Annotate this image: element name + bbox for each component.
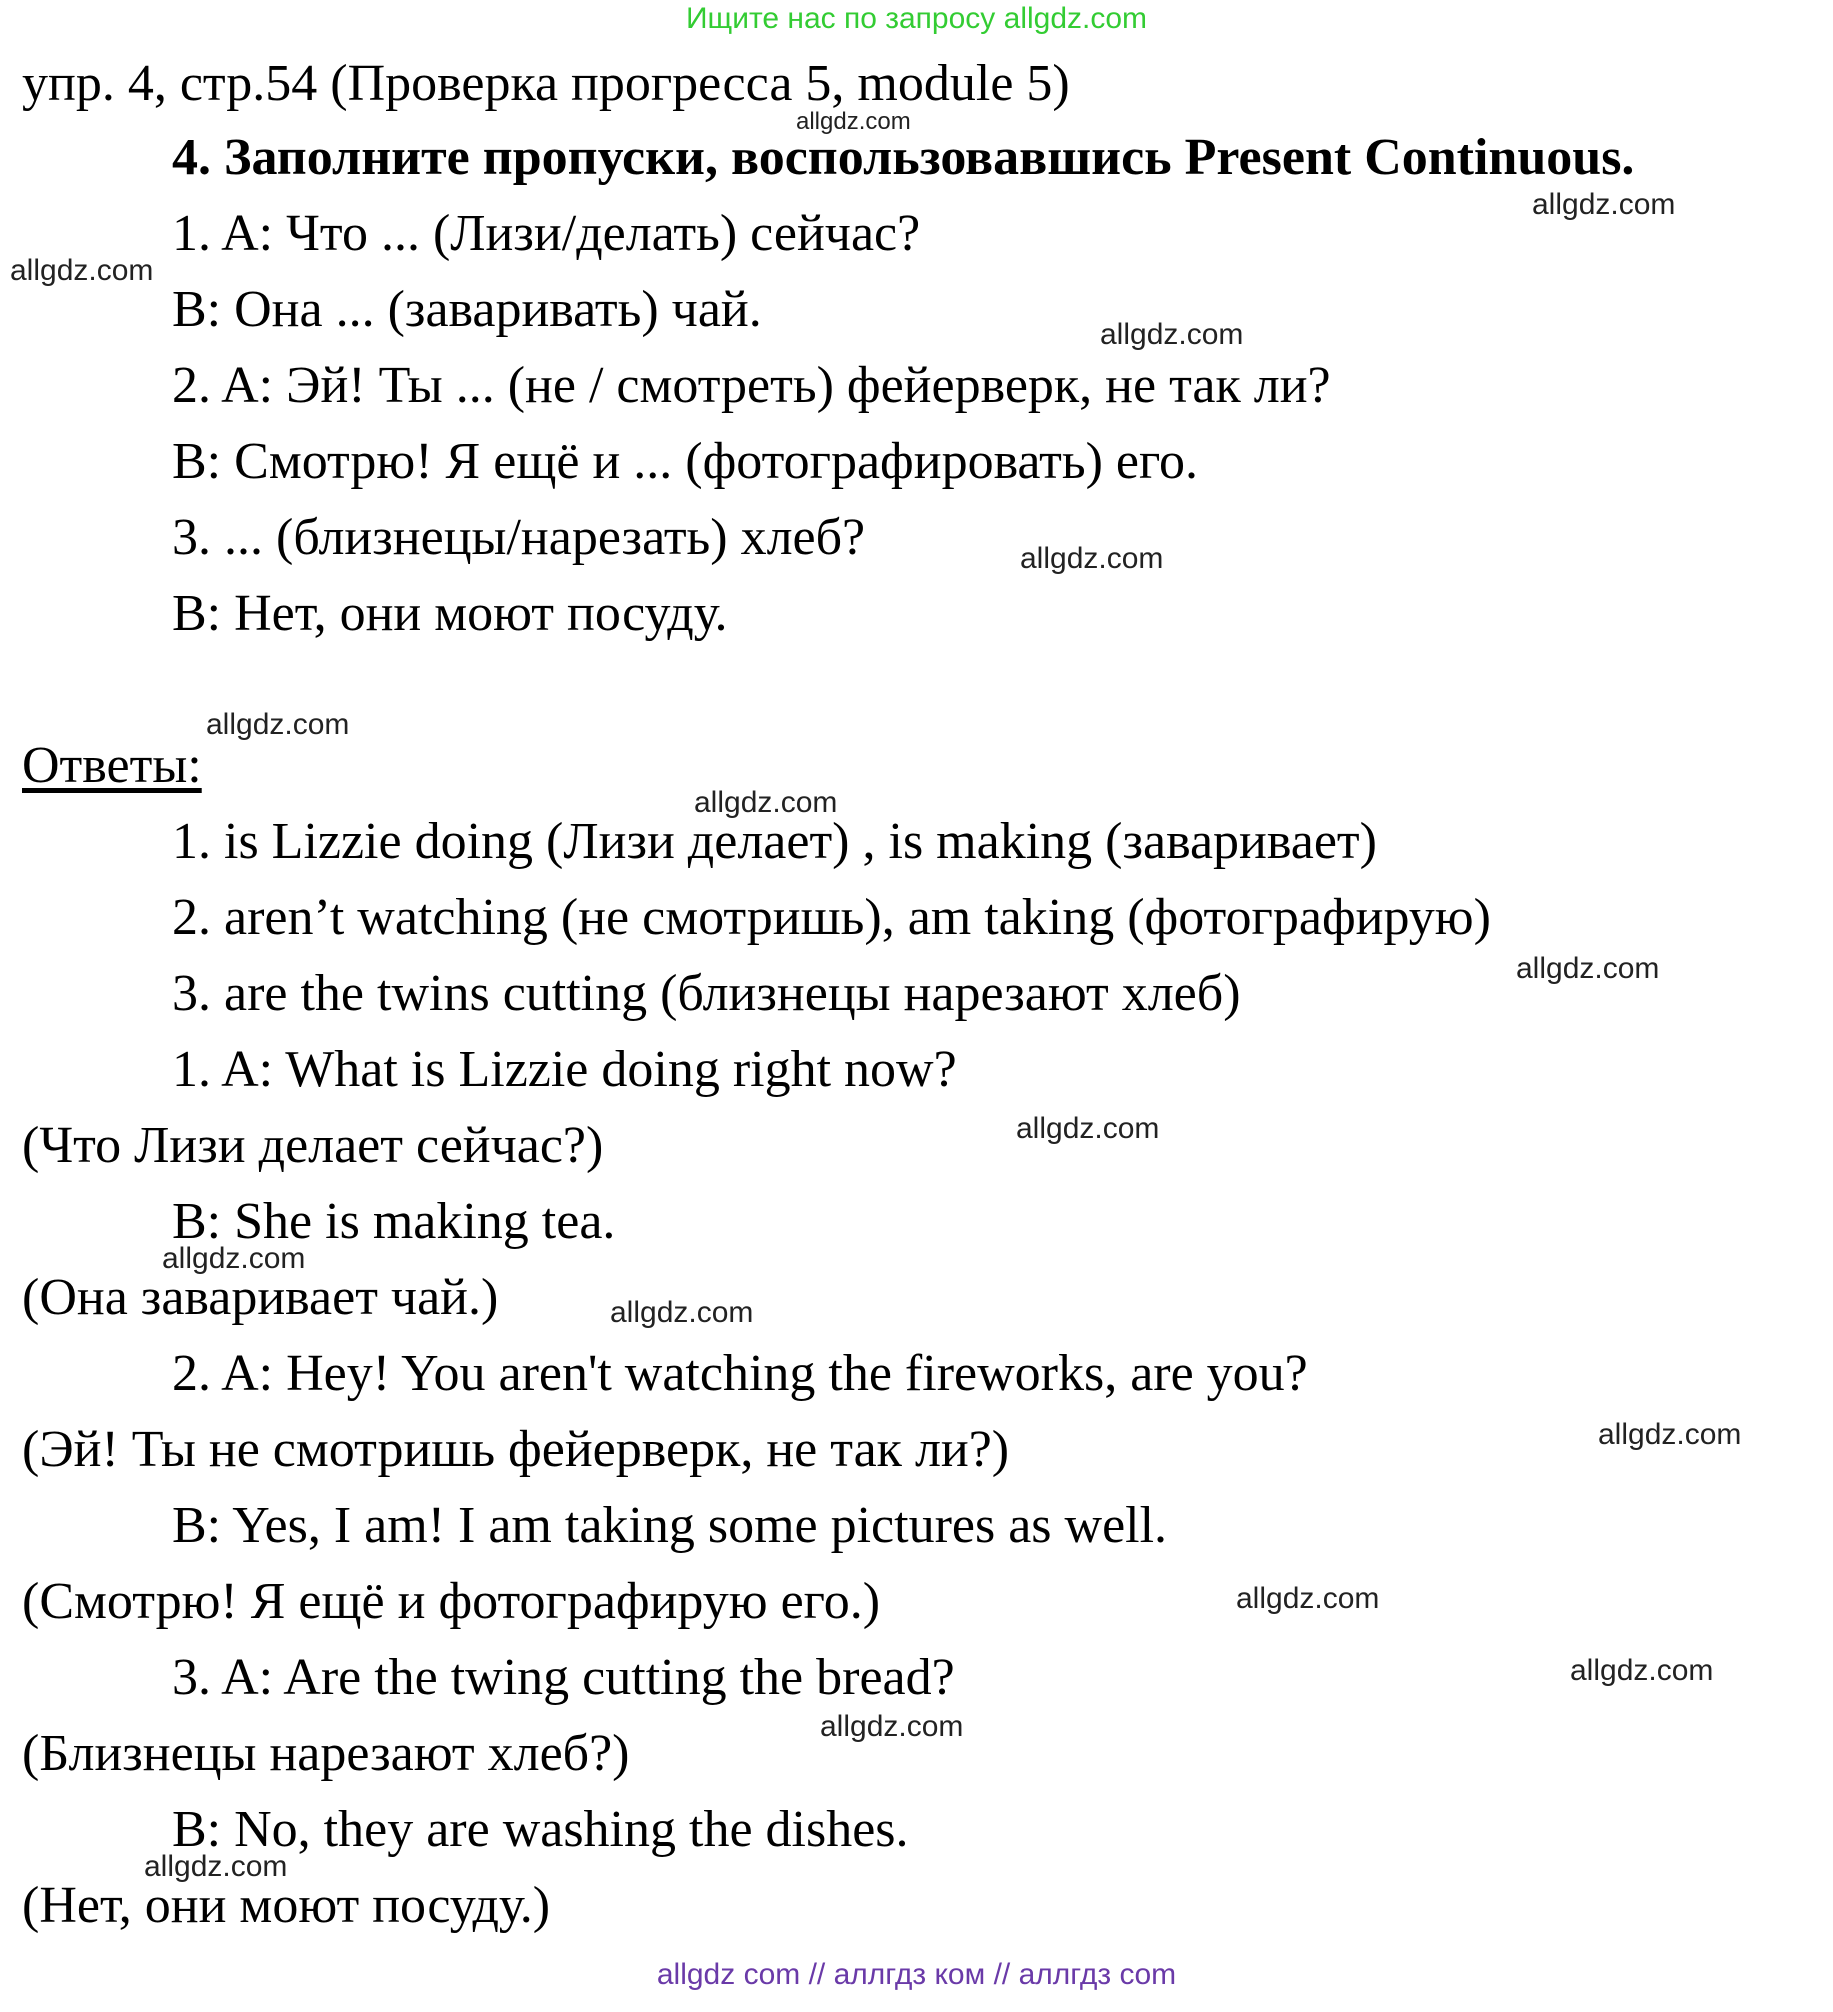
watermark: allgdz.com [206,708,350,741]
watermark: allgdz.com [1236,1582,1380,1615]
watermark: allgdz.com [694,786,838,819]
answer-translation: (Эй! Ты не смотришь фейерверк, не так ли?) [22,1421,1010,1478]
task-line: B: Нет, они моют посуду. [172,585,728,642]
task-line: 2. A: Эй! Ты ... (не / смотреть) фейерверк, не так ли? [172,357,1331,414]
task-title: 4. Заполните пропуски, воспользовавшись Present Continuous. [172,129,1635,186]
watermark: allgdz.com [1020,542,1164,575]
watermark: allgdz.com [1532,188,1676,221]
answer-line: 1. is Lizzie doing (Лизи делает) , is making (заваривает) [172,813,1377,870]
answer-translation: (Близнецы нарезают хлеб?) [22,1725,630,1782]
top-banner: Ищите нас по запросу allgdz.com [685,2,1148,35]
watermark: allgdz.com [1016,1112,1160,1145]
task-line: 3. ... (близнецы/нарезать) хлеб? [172,509,866,566]
answer-translation: (Смотрю! Я ещё и фотографирую его.) [22,1573,881,1630]
answer-translation: (Что Лизи делает сейчас?) [22,1117,604,1174]
task-line: 1. A: Что ... (Лизи/делать) сейчас? [172,205,921,262]
watermark: allgdz.com [796,108,911,135]
answer-line: B: Yes, I am! I am taking some pictures as well. [172,1497,1168,1554]
answer-line: 1. A: What is Lizzie doing right now? [172,1041,957,1098]
answer-line: B: She is making tea. [172,1193,616,1250]
watermark: allgdz.com [820,1710,964,1743]
task-line: B: Смотрю! Я ещё и ... (фотографировать) его. [172,433,1199,490]
answer-line: 2. aren’t watching (не смотришь), am taking (фотографирую) [172,889,1491,946]
watermark: allgdz.com [162,1242,306,1275]
watermark: allgdz.com [1598,1418,1742,1451]
answer-line: 3. A: Are the twing cutting the bread? [172,1649,955,1706]
watermark: allgdz.com [1570,1654,1714,1687]
task-line: B: Она ... (заваривать) чай. [172,281,762,338]
watermark: allgdz.com [610,1296,754,1329]
answer-line: 2. A: Hey! You aren't watching the fireworks, are you? [172,1345,1308,1402]
watermark: allgdz.com [1516,952,1660,985]
page-header: упр. 4, стр.54 (Проверка прогресса 5, module 5) [22,55,1070,112]
answer-translation: (Она заваривает чай.) [22,1269,499,1326]
answer-line: B: No, they are washing the dishes. [172,1801,909,1858]
watermark: allgdz.com [1100,318,1244,351]
watermark: allgdz.com [144,1850,288,1883]
answer-translation: (Нет, они моют посуду.) [22,1877,551,1934]
answers-heading: Ответы: [22,737,202,794]
watermark: allgdz.com [10,254,154,287]
footer: allgdz com // аллгдз ком // аллгдз com [656,1958,1177,1991]
answer-line: 3. are the twins cutting (близнецы нарезают хлеб) [172,965,1241,1022]
